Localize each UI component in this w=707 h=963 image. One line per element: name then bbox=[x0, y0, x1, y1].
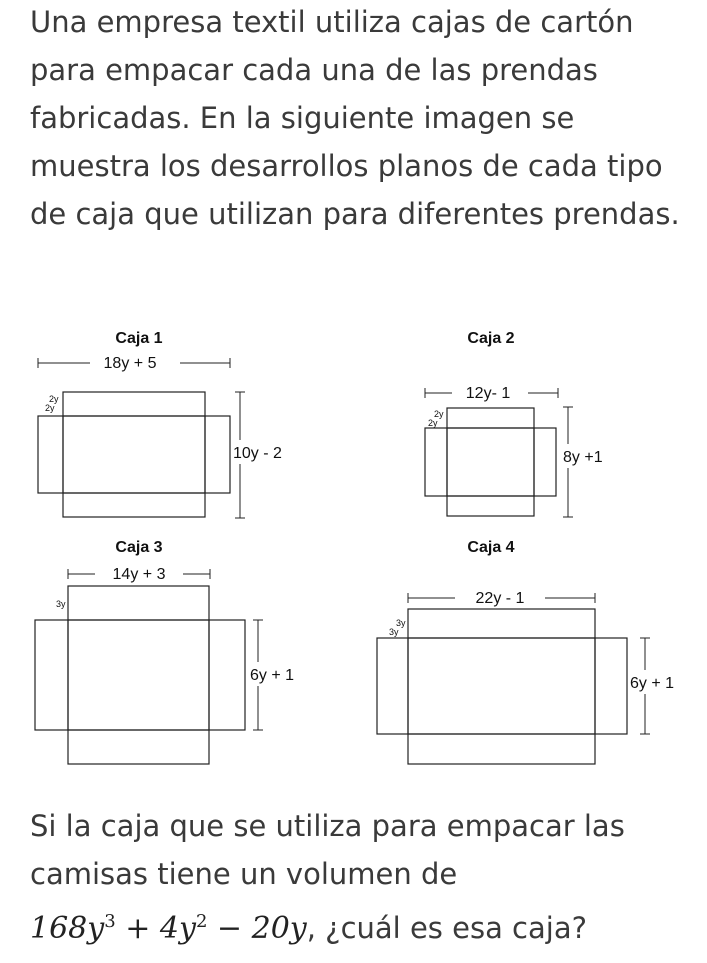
caja-1-flap-label-2: 2y bbox=[45, 403, 55, 413]
caja-3-flap-label: 3y bbox=[56, 599, 66, 609]
box-net-caja-2 bbox=[425, 330, 610, 517]
term2-variable: y bbox=[178, 911, 196, 946]
caja-4-length-label: 22y - 1 bbox=[475, 590, 525, 607]
question-text: Si la caja que se utiliza para empacar las camisas tiene un volumen de bbox=[30, 809, 625, 891]
box-net-caja-1 bbox=[38, 330, 288, 518]
caja-2-width-label: 8y +1 bbox=[563, 449, 603, 466]
question-ending: , ¿cuál es esa caja? bbox=[306, 911, 587, 945]
caja-4-flap-label-2: 3y bbox=[389, 627, 399, 637]
term1-exponent: 3 bbox=[104, 911, 116, 932]
caja-3-length-label: 14y + 3 bbox=[112, 566, 166, 583]
term3-coefficient: 20 bbox=[251, 911, 290, 946]
caja-4-title: Caja 4 bbox=[467, 539, 515, 556]
box-net-caja-4 bbox=[377, 539, 681, 764]
volume-expression bbox=[30, 911, 307, 946]
caja-4-flap-label: 3y bbox=[396, 618, 406, 628]
caja-2-flap-label-2: 2y bbox=[428, 418, 438, 428]
operator-plus: + bbox=[115, 911, 160, 946]
intro-paragraph: Una empresa textil utiliza cajas de cartón para empacar cada una de las prendas fabricadas. En la siguiente imagen se muestra los desarrollos planos de cada tipo de caja que utilizan para diferentes prendas. bbox=[30, 5, 680, 231]
caja-1-title: Caja 1 bbox=[115, 330, 163, 347]
caja-2-title: Caja 2 bbox=[467, 330, 515, 347]
operator-minus: − bbox=[207, 911, 252, 946]
caja-3-title: Caja 3 bbox=[115, 539, 163, 556]
caja-1-width-label: 10y - 2 bbox=[233, 445, 282, 462]
term2-exponent: 2 bbox=[195, 911, 208, 932]
box-nets-figure bbox=[0, 318, 707, 788]
caja-2-flap-label: 2y bbox=[434, 409, 444, 419]
caja-1-length-label: 18y + 5 bbox=[103, 355, 157, 372]
term2-coefficient: 4 bbox=[159, 911, 179, 946]
caja-3-width-label: 6y + 1 bbox=[250, 667, 295, 684]
term3-variable: y bbox=[289, 911, 307, 946]
term1-coefficient: 168 bbox=[30, 911, 88, 946]
caja-2-length-label: 12y- 1 bbox=[465, 385, 511, 402]
question-paragraph bbox=[30, 802, 690, 953]
caja-1-flap-label: 2y bbox=[49, 394, 59, 404]
caja-4-width-label: 6y + 1 bbox=[630, 675, 675, 692]
box-net-caja-3 bbox=[35, 539, 301, 764]
term1-variable: y bbox=[87, 911, 105, 946]
